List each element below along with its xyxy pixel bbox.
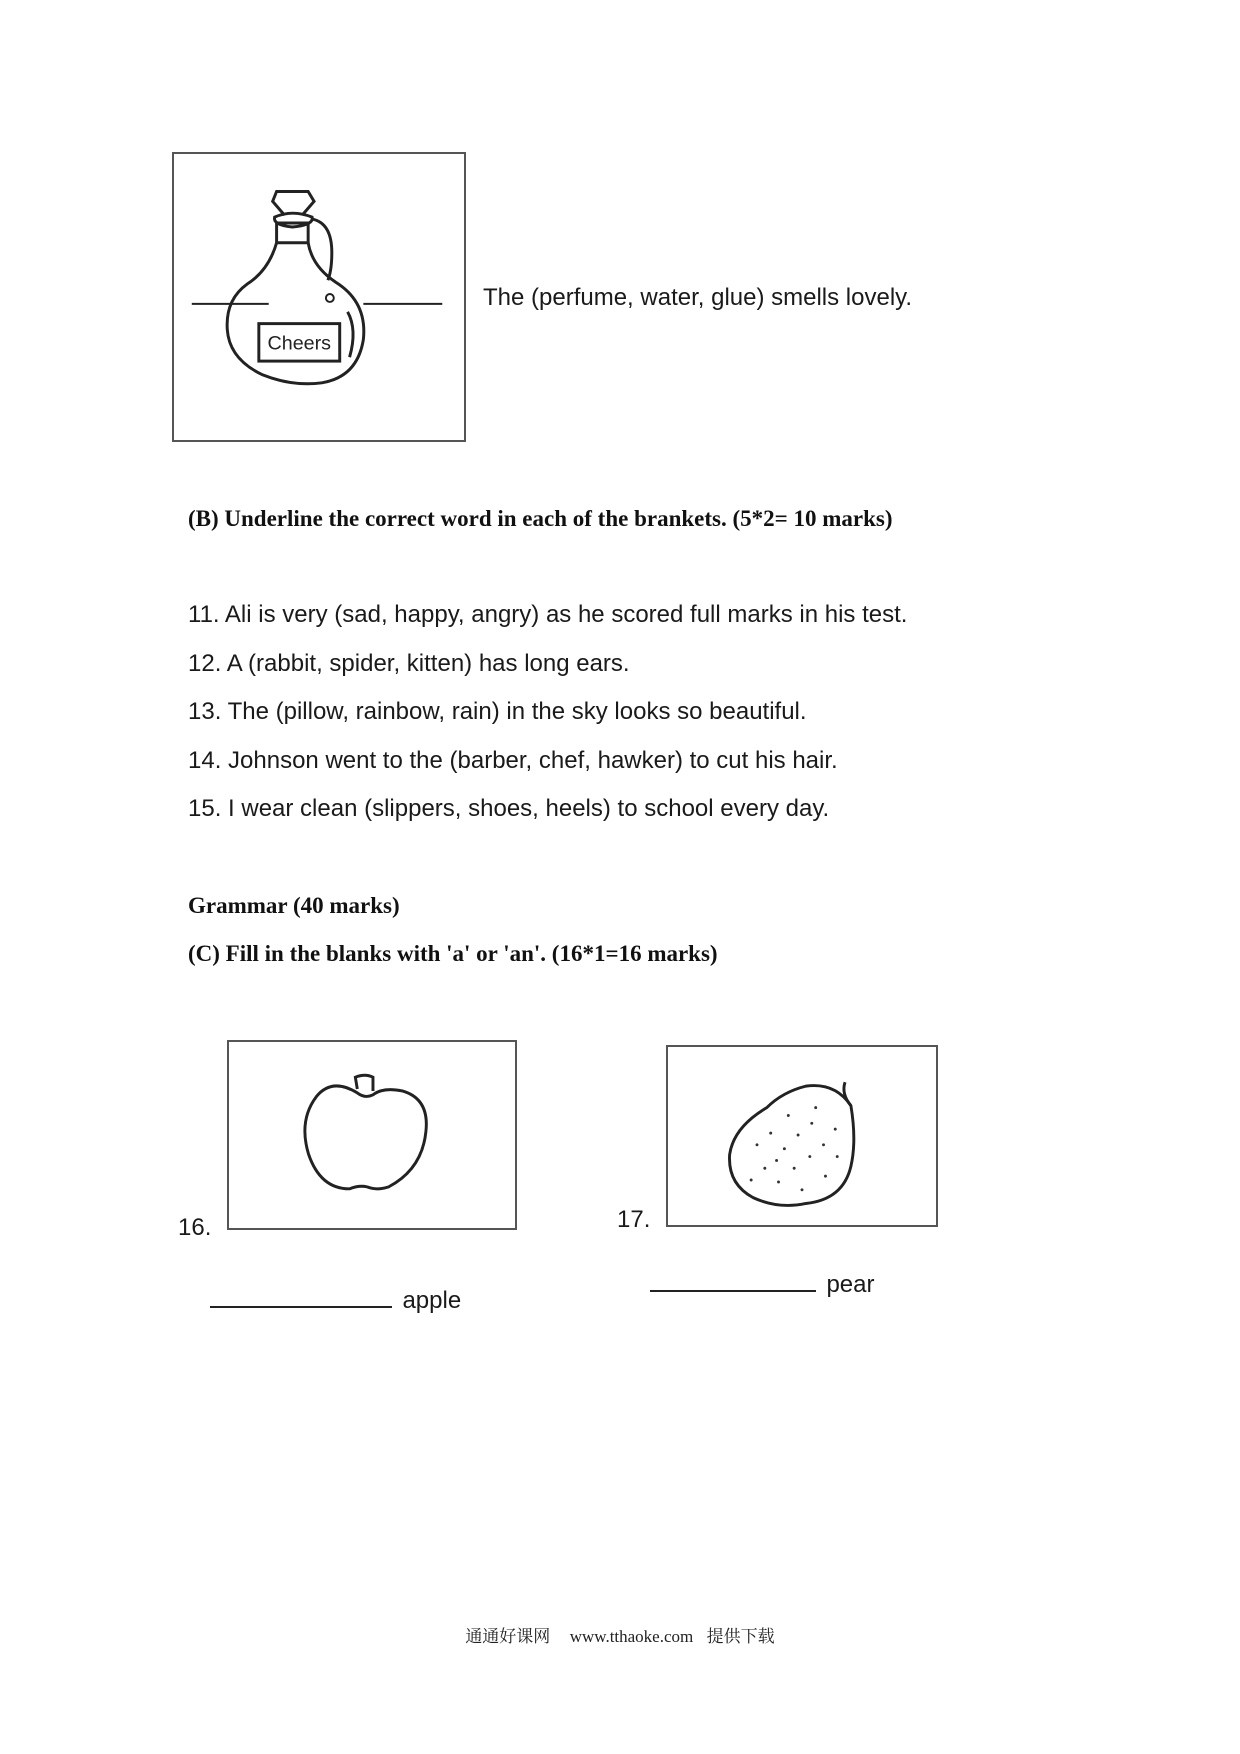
section-c-heading: (C) Fill in the blanks with 'a' or 'an'. (16*1=16 marks): [188, 941, 718, 966]
exercise-16-blank[interactable]: [210, 1284, 392, 1308]
grammar-heading: Grammar (40 marks): [188, 893, 400, 918]
exercise-17-answer: [650, 1268, 875, 1299]
pear-picture-frame: [666, 1045, 938, 1227]
exercise-16-number: 16.: [178, 1214, 212, 1241]
apple-picture-frame: [227, 1040, 517, 1230]
perfume-sentence: The (perfume, water, glue) smells lovely.: [483, 284, 913, 311]
footer-download-note: 提供下载: [706, 1627, 775, 1647]
question-11: 11. Ali is very (sad, happy, angry) as he scored full marks in his test.: [188, 601, 908, 628]
question-15: 15. I wear clean (slippers, shoes, heels) to school every day.: [188, 795, 830, 822]
question-12: 12. A (rabbit, spider, kitten) has long ears.: [188, 650, 630, 677]
exercise-17-blank[interactable]: [650, 1268, 816, 1292]
apple-icon: [229, 1042, 515, 1228]
footer: [0, 1622, 1240, 1647]
perfume-picture-frame: [172, 152, 466, 442]
section-b-heading: (B) Underline the correct word in each of the brankets. (5*2= 10 marks): [188, 506, 893, 531]
footer-site-name: 通通好课网: [465, 1627, 551, 1647]
footer-url[interactable]: www.tthaoke.com: [569, 1627, 694, 1646]
exercise-16-word: apple: [402, 1287, 462, 1314]
question-13: 13. The (pillow, rainbow, rain) in the sky looks so beautiful.: [188, 698, 807, 725]
exercise-17-word: pear: [826, 1271, 875, 1298]
perfume-bottle-icon: [174, 154, 464, 440]
question-14: 14. Johnson went to the (barber, chef, hawker) to cut his hair.: [188, 747, 838, 774]
pear-icon: [668, 1047, 936, 1225]
bottle-label: Cheers: [267, 332, 332, 355]
exercise-16-answer: [210, 1284, 461, 1315]
exercise-17-number: 17.: [617, 1206, 651, 1233]
